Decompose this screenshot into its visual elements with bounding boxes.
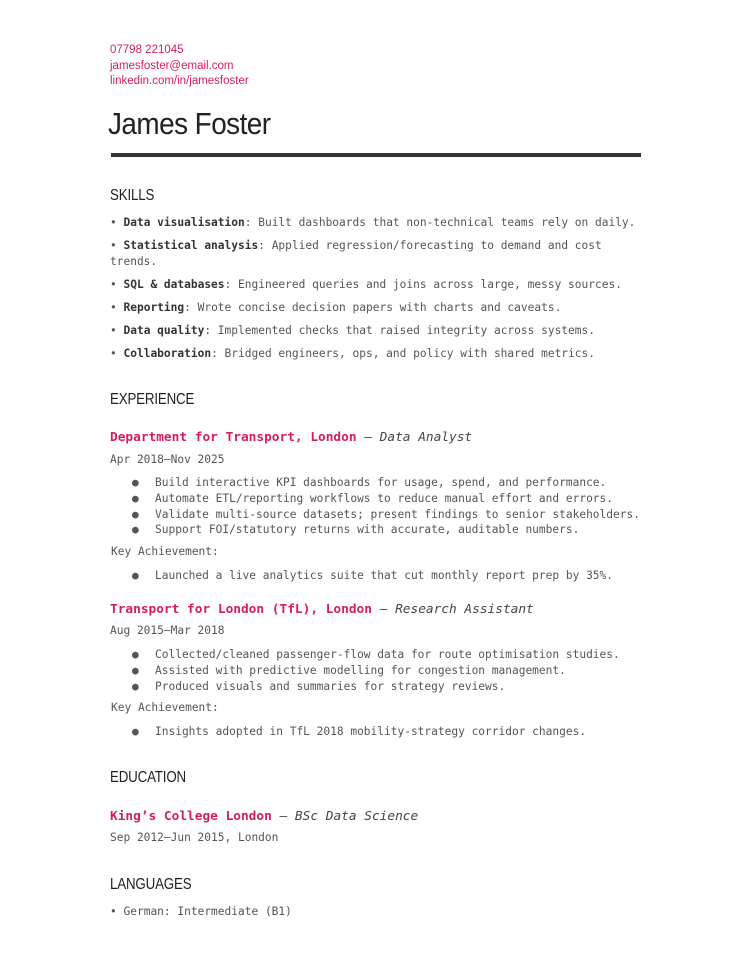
- bullet-glyph: •: [110, 347, 117, 360]
- skill-name: SQL & databases: [123, 278, 225, 291]
- education-dates: Sep 2012–Jun 2015, London: [110, 831, 279, 844]
- section-title-skills: SKILLS: [110, 187, 155, 204]
- key-achievement-label: Key Achievement:: [111, 545, 219, 558]
- list-item: [132, 647, 620, 663]
- list-item: [132, 724, 586, 740]
- section-title-experience: EXPERIENCE: [110, 391, 195, 408]
- job-responsibilities: [132, 647, 620, 694]
- bullet-glyph: •: [110, 278, 117, 291]
- employer-name: Transport for London (TfL), London: [110, 602, 372, 617]
- title-separator: —: [271, 809, 295, 824]
- section-title-education: EDUCATION: [110, 769, 186, 786]
- bullet-icon: ●: [132, 725, 139, 738]
- bullet-icon: ●: [132, 476, 139, 489]
- skill-description: : Applied regression/forecasting to demand and cost trends.: [110, 239, 602, 268]
- skill-name: Statistical analysis: [123, 239, 259, 252]
- candidate-name: James Foster: [108, 106, 271, 141]
- skill-item: [110, 215, 640, 231]
- language-text: German: Intermediate (B1): [123, 905, 292, 918]
- bullet-icon: ●: [132, 679, 139, 693]
- skill-name: Reporting: [123, 301, 185, 314]
- skill-item: [110, 300, 640, 316]
- skill-name: Data visualisation: [123, 216, 245, 229]
- list-item-text: Build interactive KPI dashboards for usage, spend, and performance.: [155, 476, 607, 489]
- list-item-text: Assisted with predictive modelling for congestion management.: [155, 663, 566, 677]
- list-item-text: Launched a live analytics suite that cut monthly report prep by 35%.: [155, 569, 614, 582]
- institution-name: King’s College London: [110, 809, 272, 824]
- list-item-text: Produced visuals and summaries for strategy reviews.: [155, 679, 506, 693]
- job-responsibilities: [132, 475, 640, 538]
- title-separator: —: [371, 602, 396, 617]
- list-item: [132, 522, 640, 538]
- list-item: [132, 679, 620, 695]
- skill-item: [110, 346, 640, 362]
- bullet-glyph: •: [110, 905, 117, 918]
- job-dates: Apr 2018–Nov 2025: [110, 453, 225, 466]
- skill-item: [110, 323, 640, 339]
- language-item: [110, 904, 640, 920]
- list-item-text: Support FOI/statutory returns with accurate, auditable numbers.: [155, 523, 580, 537]
- skill-item: [110, 277, 640, 293]
- bullet-icon: ●: [132, 491, 139, 505]
- list-item-text: Validate multi-source datasets; present findings to senior stakeholders.: [155, 507, 640, 521]
- skill-name: Data quality: [123, 324, 205, 337]
- bullet-icon: ●: [132, 569, 139, 582]
- skill-description: : Built dashboards that non-technical teams rely on daily.: [244, 216, 636, 229]
- list-item: [132, 491, 640, 507]
- skill-name: Collaboration: [123, 347, 212, 360]
- education-heading: [110, 809, 418, 824]
- employer-name: Department for Transport, London: [110, 430, 357, 445]
- section-title-languages: LANGUAGES: [110, 876, 192, 893]
- header-divider: [111, 153, 641, 157]
- bullet-glyph: •: [110, 301, 117, 314]
- list-item: [132, 475, 640, 491]
- job-role: Data Analyst: [379, 430, 473, 445]
- skill-item: [110, 238, 640, 270]
- job-heading: [110, 430, 472, 445]
- bullet-icon: ●: [132, 523, 139, 537]
- phone-number: 07798 221045: [110, 44, 184, 56]
- skill-description: : Engineered queries and joins across large, messy sources.: [224, 278, 622, 291]
- list-item: [132, 568, 613, 584]
- bullet-icon: ●: [132, 507, 139, 521]
- job-dates: Aug 2015–Mar 2018: [110, 624, 225, 637]
- bullet-icon: ●: [132, 663, 139, 677]
- contact-block: [110, 43, 249, 90]
- list-item-text: Collected/cleaned passenger-flow data for route optimisation studies.: [155, 648, 620, 661]
- list-item: [132, 663, 620, 679]
- list-item-text: Automate ETL/reporting workflows to reduce manual effort and errors.: [155, 491, 614, 505]
- list-item: [132, 507, 640, 523]
- title-separator: —: [356, 430, 380, 445]
- skill-description: : Bridged engineers, ops, and policy with shared metrics.: [211, 347, 595, 360]
- linkedin-link[interactable]: linkedin.com/in/jamesfoster: [110, 75, 249, 88]
- bullet-glyph: •: [110, 324, 117, 337]
- skill-description: : Implemented checks that raised integrity across systems.: [204, 324, 595, 337]
- bullet-icon: ●: [132, 648, 139, 661]
- job-heading: [110, 602, 534, 617]
- key-achievement-label: Key Achievement:: [111, 701, 219, 714]
- bullet-glyph: •: [110, 216, 117, 229]
- list-item-text: Insights adopted in TfL 2018 mobility-strategy corridor changes.: [155, 725, 587, 738]
- job-role: Research Assistant: [395, 602, 534, 617]
- bullet-glyph: •: [110, 239, 117, 252]
- skill-description: : Wrote concise decision papers with charts and caveats.: [184, 301, 562, 314]
- key-achievements: [132, 568, 613, 584]
- key-achievements: [132, 724, 586, 740]
- degree-name: BSc Data Science: [294, 809, 419, 824]
- email-link[interactable]: jamesfoster@email.com: [110, 59, 234, 72]
